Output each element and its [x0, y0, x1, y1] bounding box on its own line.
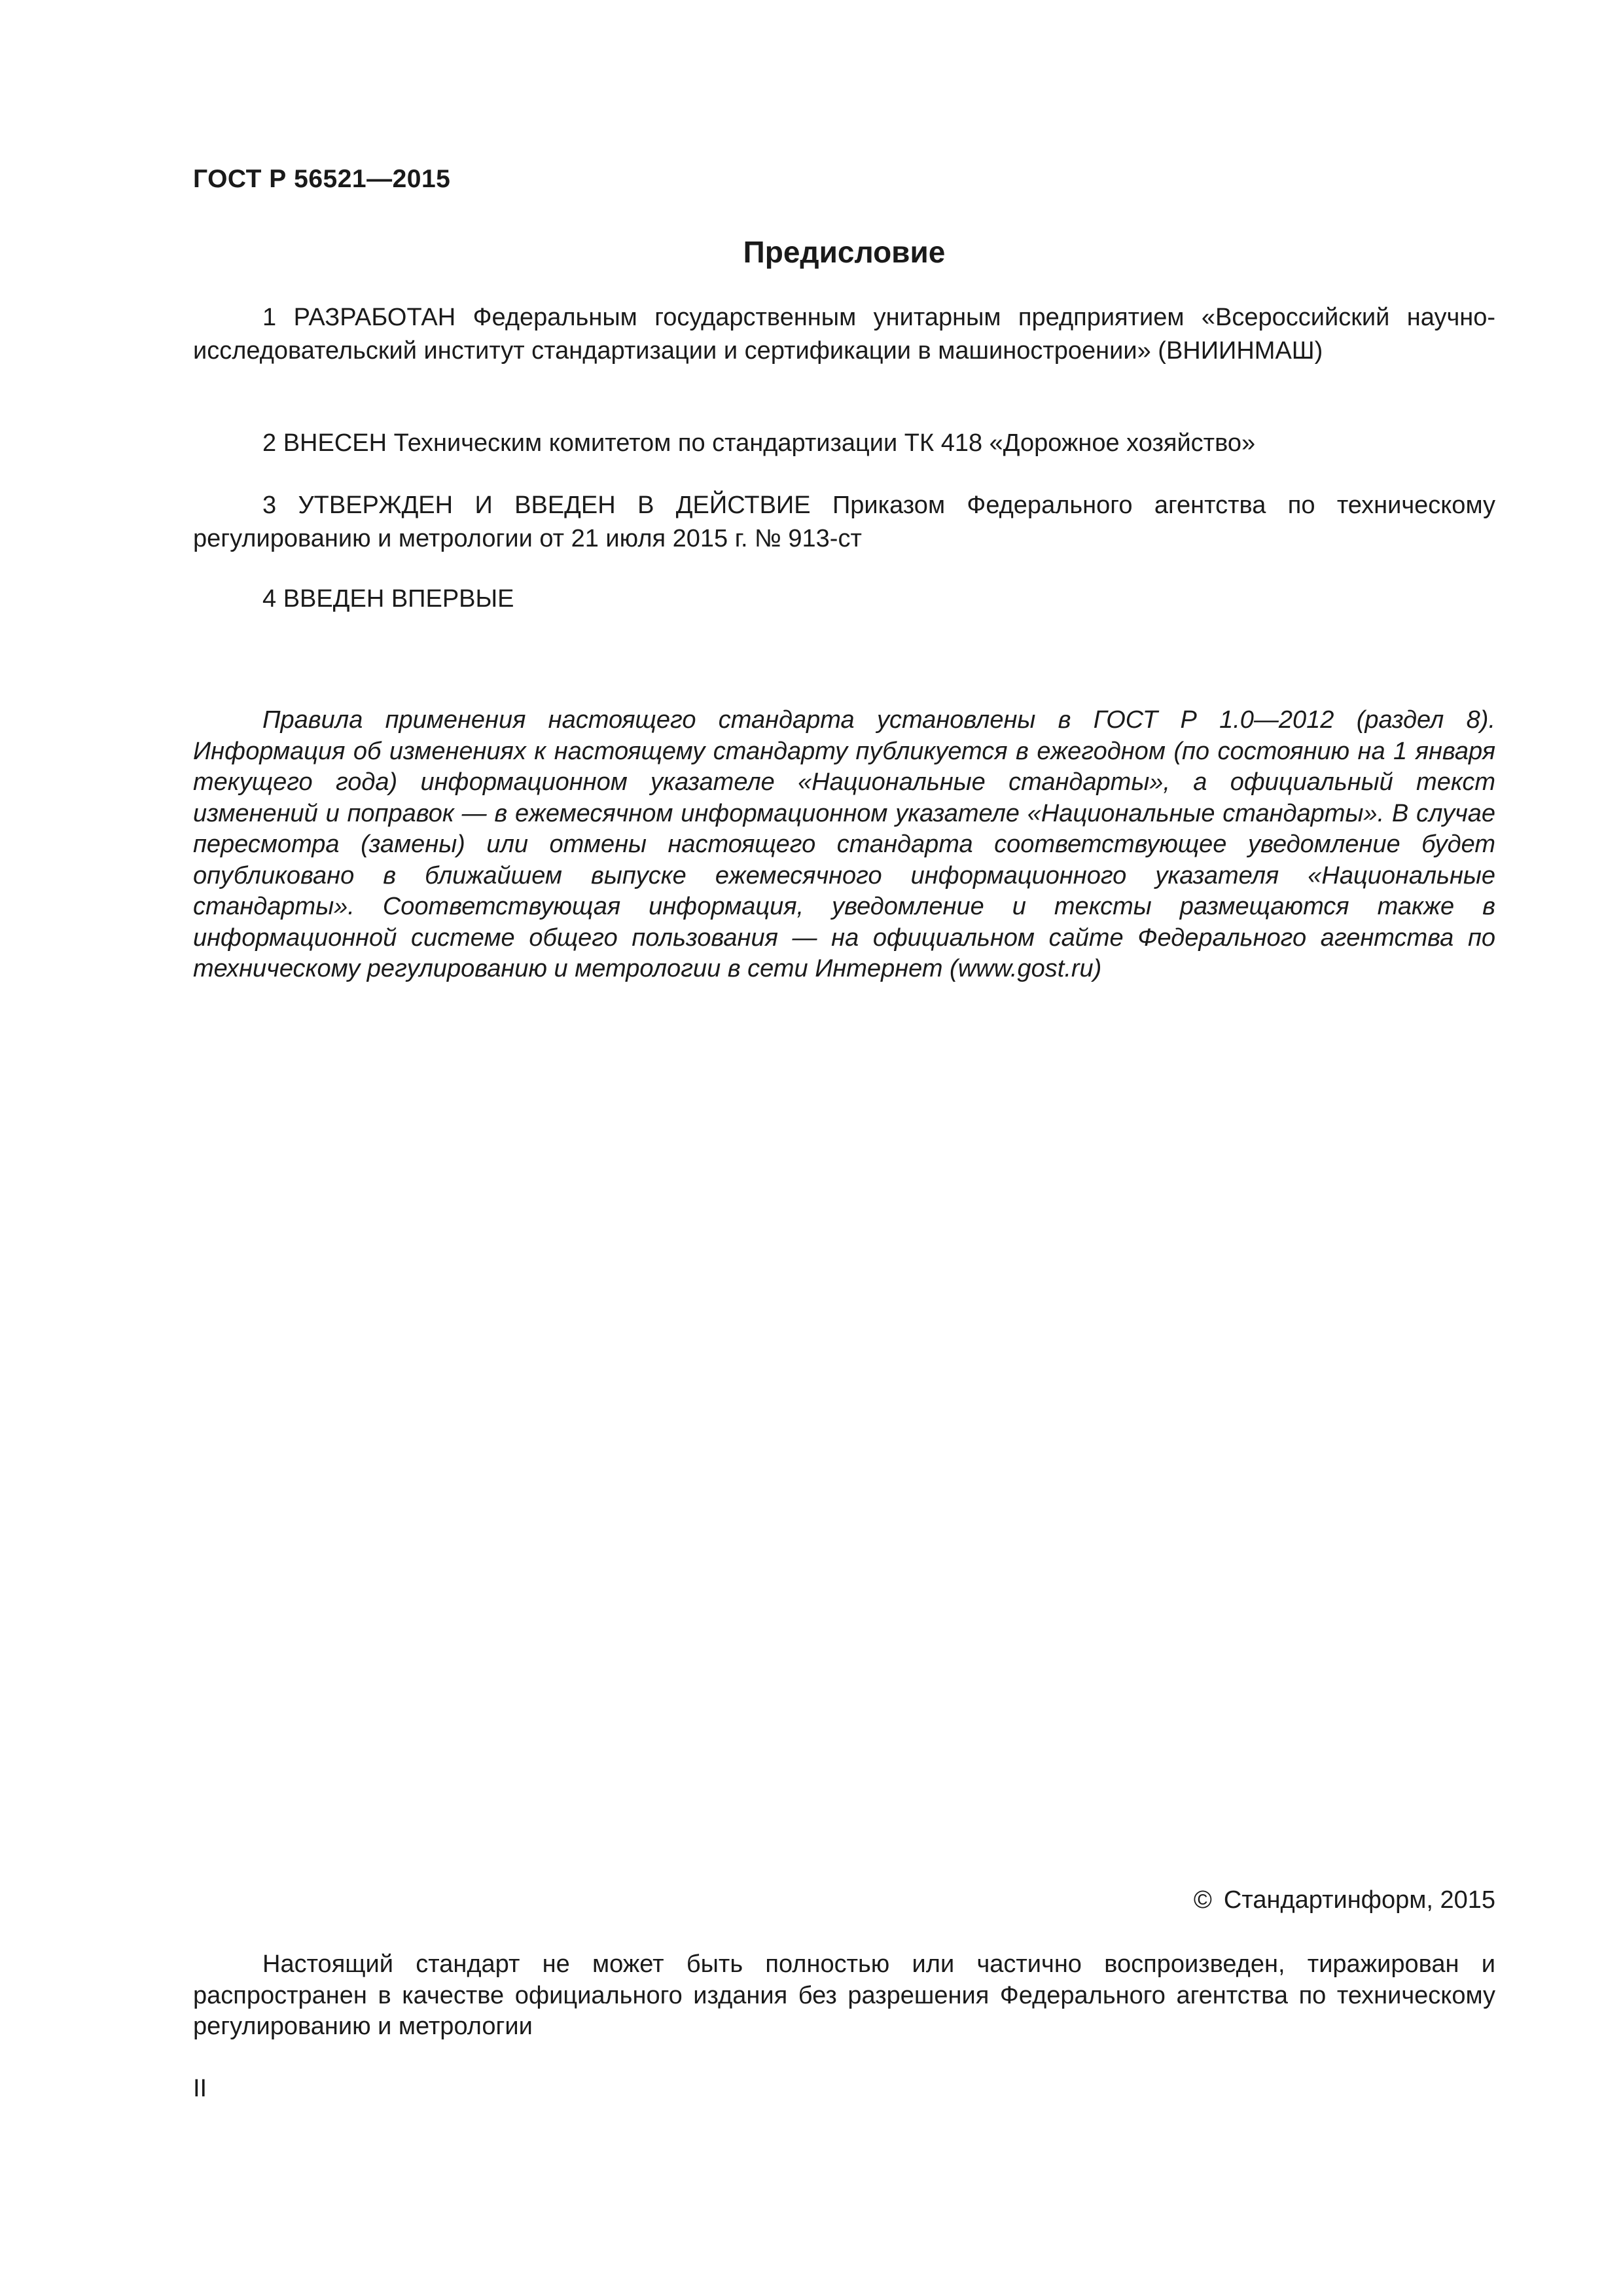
doc-code: ГОСТ Р 56521—2015	[193, 165, 451, 193]
preface-item-1	[193, 301, 1495, 368]
item-lead: ВВЕДЕН ВПЕРВЫЕ	[283, 585, 514, 613]
reproduction-notice: Настоящий стандарт не может быть полностью или частично воспроизведен, тиражирован и распространен в качестве официального издания без разрешения Федерального агентства по техническому регулированию и метрологии	[193, 1950, 1495, 2040]
item-lead: РАЗРАБОТАН	[293, 304, 456, 331]
item-lead: ВНЕСЕН	[283, 429, 387, 457]
page-number: II	[193, 2075, 207, 2102]
item-text: Техническим комитетом по стандартизации ТК 418 «Дорожное хозяйство»	[393, 429, 1256, 457]
item-number: 1	[262, 304, 277, 331]
preface-item-3	[193, 489, 1495, 556]
copyright-icon: ©	[1193, 1886, 1212, 1914]
copyright-text: Стандартинформ, 2015	[1223, 1886, 1495, 1914]
page-title: Предисловие	[743, 235, 946, 269]
item-text: Приказом Федерального агентства по техническому регулированию и метрологии от 21 июля 2015 г. № 913-ст	[193, 492, 1495, 552]
item-text: Федеральным государственным унитарным предприятием «Всероссийский научно-исследовательский институт стандартизации и сертификации в машиностроении» (ВНИИНМАШ)	[193, 304, 1496, 365]
preface-item-2	[193, 427, 1495, 460]
item-number: 2	[262, 429, 277, 457]
preface-item-4	[193, 583, 1495, 616]
item-lead: УТВЕРЖДЕН И ВВЕДЕН В ДЕЙСТВИЕ	[298, 492, 811, 519]
application-notice: Правила применения настоящего стандарта установлены в ГОСТ Р 1.0—2012 (раздел 8). Информация об изменениях к настоящему стандарту публикуется в ежегодном (по состоянию на 1 января текущего года) информационном указателе «Национальные стандарты», а официальный текст изменений и поправок — в ежемесячном информационном указателе «Национальные стандарты». В случае пересмотра (замены) или отмены настоящего стандарта соответствующее уведомление будет опубликовано в ближайшем выпуске ежемесячного информационного указателя «Национальные стандарты». Соответствующая информация, уведомление и тексты размещаются также в информационной системе общего пользования — на официальном сайте Федерального агентства по техническому регулированию и метрологии в сети Интернет (www.gost.ru)	[193, 706, 1495, 982]
item-number: 4	[262, 585, 277, 613]
copyright-line	[1194, 1886, 1495, 1914]
item-number: 3	[262, 492, 277, 519]
